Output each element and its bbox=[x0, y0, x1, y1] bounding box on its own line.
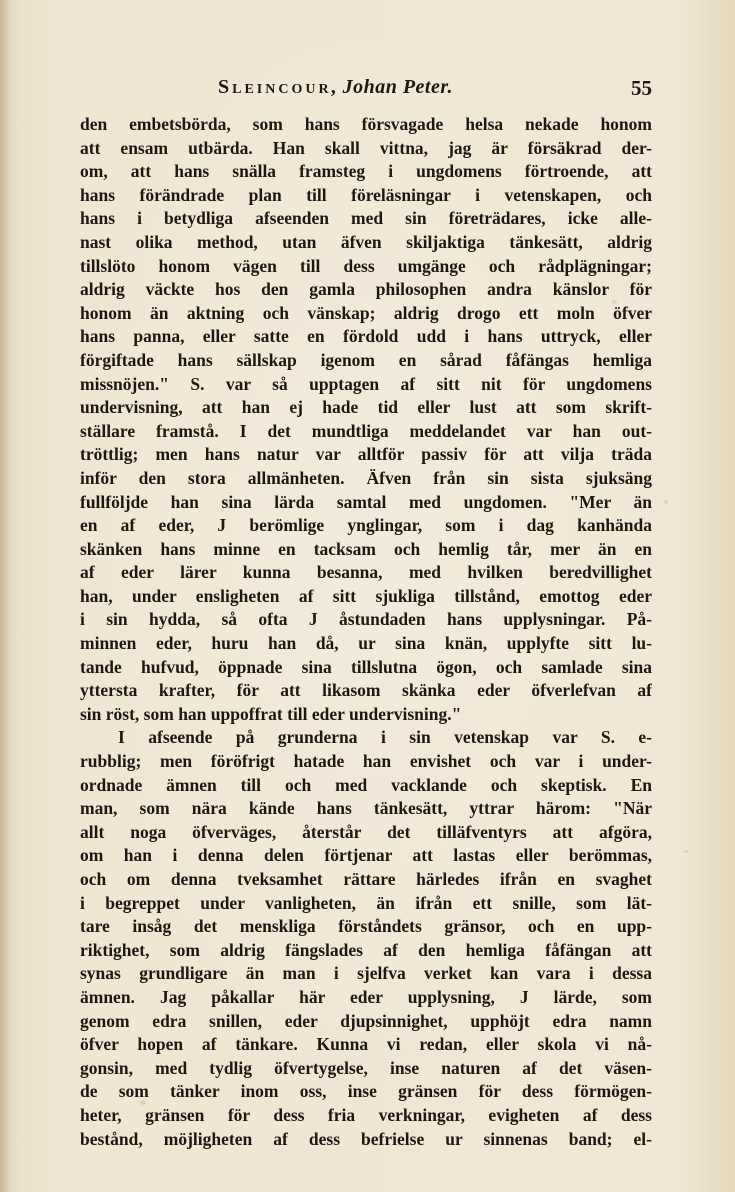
text-line: tande hufvud, öppnade sina tillslutna ögon, och samlade sina bbox=[80, 656, 652, 677]
text-line: minnen eder, huru han då, ur sina knän, upplyfte sitt lu- bbox=[80, 633, 652, 654]
page-gutter bbox=[0, 0, 10, 1192]
text-line: af eder lärer kunna besanna, med hvilken beredvillighet bbox=[80, 562, 652, 583]
text-line: honom än aktning och vänskap; aldrig drogo ett moln öfver bbox=[80, 302, 652, 323]
text-line: tare insåg det menskliga förståndets gränsor, och en upp- bbox=[80, 916, 652, 937]
text-line: ämnen. Jag påkallar här eder upplysning, J lärde, som bbox=[80, 986, 652, 1007]
text-line: riktighet, som aldrig fängslades af den hemliga fåfängan att bbox=[80, 939, 652, 960]
text-line: i sin hydda, så ofta J åstundaden hans upplysningar. På- bbox=[80, 609, 652, 630]
text-line: bestånd, möjligheten af dess befrielse ur sinnenas band; el- bbox=[80, 1128, 652, 1149]
text-line: heter, gränsen för dess fria verkningar, evigheten af dess bbox=[80, 1104, 652, 1125]
text-line: ställare framstå. I det mundtliga meddelandet var han out- bbox=[80, 420, 652, 441]
text-line: och om denna tveksamhet rättare härledes ifrån en svaghet bbox=[80, 869, 652, 889]
text-line: att ensam utbärda. Han skall vittna, jag är försäkrad der- bbox=[80, 137, 652, 158]
body-text bbox=[80, 113, 652, 1151]
text-line: fullföljde han sina lärda samtal med ungdomen. "Mer än bbox=[80, 491, 652, 512]
text-line: synas grundligare än man i sjelfva verket kan vara i dessa bbox=[80, 963, 652, 984]
text-line: hans panna, eller satte en fördold udd i hans uttryck, eller bbox=[80, 326, 652, 347]
text-line: hans förändrade plan till föreläsningar i vetenskapen, och bbox=[80, 184, 652, 205]
text-line: man, som nära kände hans tänkesätt, yttrar härom: "När bbox=[80, 798, 652, 819]
text-line: undervisning, att han ej hade tid eller lust att som skrift- bbox=[80, 397, 652, 418]
text-line: rubblig; men föröfrigt hatade han envishet och var i under- bbox=[80, 751, 652, 772]
text-line: en af eder, J berömlige ynglingar, som i dag kanhända bbox=[80, 515, 652, 536]
header-given-name: , Johan Peter. bbox=[331, 76, 454, 98]
text-line: yttersta krafter, för att likasom skänka eder öfverlefvan af bbox=[80, 680, 652, 701]
text-line: genom edra snillen, eder djupsinnighet, upphöjt edra namn bbox=[80, 1010, 652, 1031]
text-line: i begreppet under vanligheten, än ifrån ett snille, som lät- bbox=[80, 892, 652, 913]
paper-spot bbox=[684, 850, 688, 853]
text-line: missnöjen." S. var så upptagen af sitt nit för ungdomens bbox=[80, 373, 652, 394]
text-line: om han i denna delen förtjenar att lastas eller berömmas, bbox=[80, 845, 652, 866]
text-line: om, att hans snälla framsteg i ungdomens förtroende, att bbox=[80, 161, 652, 182]
text-line: sin röst, som han uppoffrat till eder undervisning." bbox=[80, 703, 462, 724]
text-line: de som tänker inom oss, inse gränsen för dess förmögen- bbox=[80, 1081, 652, 1102]
text-line: hans i betydliga afseenden med sin företrädares, icke alle- bbox=[80, 208, 652, 229]
text-line: den embetsbörda, som hans försvagade helsa nekade honom bbox=[80, 114, 652, 134]
text-line: ordnade ämnen till och med vacklande och skeptisk. En bbox=[80, 774, 652, 795]
text-line: aldrig väckte hos den gamla philosophen andra känslor för bbox=[80, 279, 652, 300]
header-name: Sleincour bbox=[218, 76, 332, 98]
running-header bbox=[80, 76, 652, 106]
page-number: 55 bbox=[631, 76, 652, 100]
text-line: skänken hans minne en tacksam och hemlig tår, mer än en bbox=[80, 538, 652, 559]
text-line: tröttlig; men hans natur var alltför passiv för att vilja träda bbox=[80, 444, 652, 465]
text-line: I afseende på grunderna i sin vetenskap var S. e- bbox=[118, 727, 652, 748]
text-line: han, under ensligheten af sitt sjukliga tillstånd, emottog eder bbox=[80, 585, 652, 606]
text-line: gonsin, med tydlig öfvertygelse, inse naturen af det väsen- bbox=[80, 1057, 652, 1078]
text-line: inför den stora allmänheten. Äfven från sin sista sjuksäng bbox=[80, 467, 652, 488]
text-line: allt noga öfverväges, återstår det tilläfventyrs att afgöra, bbox=[80, 821, 652, 842]
text-line: öfver hopen af tänkare. Kunna vi redan, eller skola vi nå- bbox=[80, 1034, 652, 1055]
text-line: nast olika method, utan äfven skiljaktiga tänkesätt, aldrig bbox=[80, 231, 652, 252]
text-line: förgiftade hans sällskap igenom en sårad fåfängas hemliga bbox=[80, 349, 652, 370]
header-title bbox=[218, 76, 453, 99]
text-line: tillslöto honom vägen till dess umgänge och rådplägningar; bbox=[80, 255, 652, 276]
paper-spot bbox=[664, 500, 668, 504]
